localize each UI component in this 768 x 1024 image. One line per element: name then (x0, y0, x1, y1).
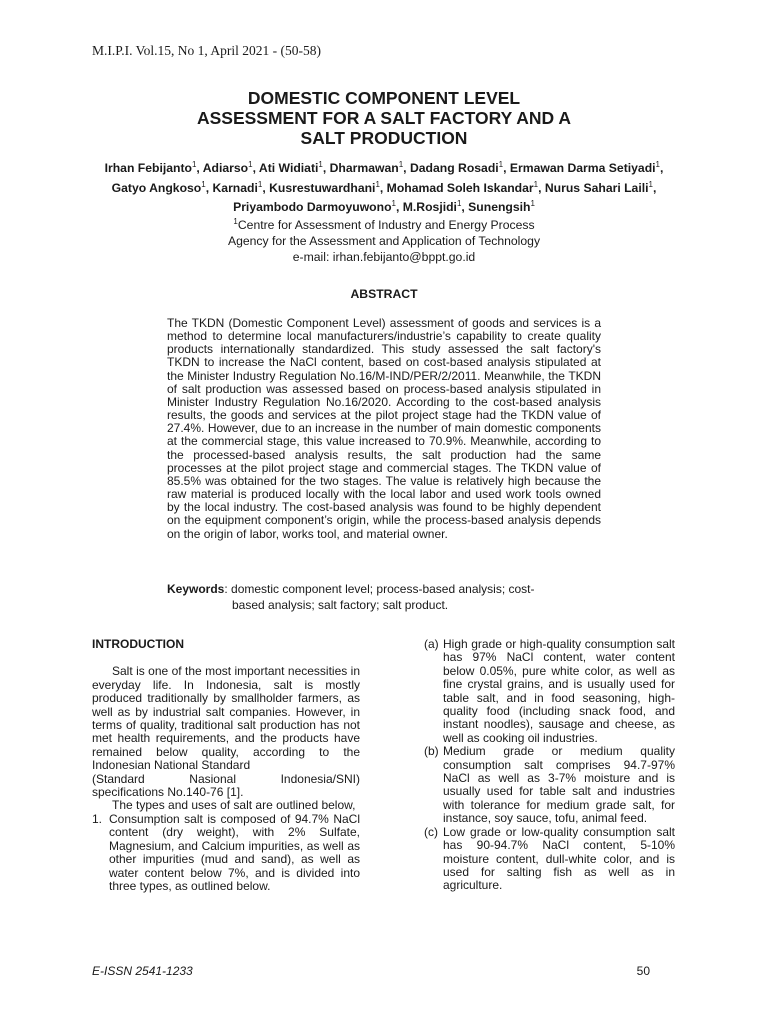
affiliation-line: Agency for the Assessment and Application of Technology (227, 234, 541, 249)
page-number: 50 (636, 964, 650, 978)
author-affiliation-marker: 1 (655, 160, 660, 169)
author-affiliation-marker: 1 (248, 160, 253, 169)
author-affiliation-marker: 1 (648, 179, 653, 189)
author-separator: , (379, 180, 387, 195)
author-separator: , (262, 180, 270, 195)
list-item (424, 745, 675, 825)
intro-word: Indonesia/SNI) (280, 771, 360, 786)
journal-header: M.I.P.I. Vol.15, No 1, April 2021 - (50-58) (92, 43, 322, 58)
list-item (92, 813, 360, 893)
author-affiliation-marker: 1 (375, 179, 380, 189)
author-separator: , (322, 161, 330, 176)
author-separator: , (395, 200, 403, 215)
keywords-block (167, 582, 601, 613)
author-name: Adiarso (202, 161, 249, 176)
author-affiliation-marker: 1 (398, 160, 404, 169)
author-name: M.Rosjidi (402, 200, 457, 215)
list-marker: (b) (424, 744, 439, 759)
intro-paragraph: The types and uses of salt are outlined below, (112, 798, 356, 813)
author-separator: , (196, 161, 203, 176)
keywords-label: Keywords (167, 582, 225, 596)
intro-word: Nasional (189, 771, 236, 786)
author-separator: , (503, 161, 510, 176)
section-heading-introduction: INTRODUCTION (92, 637, 184, 651)
author-affiliation-marker: 1 (318, 160, 323, 169)
author-affiliation-marker: 1 (456, 199, 462, 209)
author-email: e-mail: irhan.febijanto@bppt.go.id (292, 250, 476, 265)
author-affiliation-marker: 1 (498, 160, 504, 169)
author-affiliation-marker: 1 (391, 199, 396, 209)
title-line: ASSESSMENT FOR A SALT FACTORY AND A (196, 108, 571, 128)
author-separator: , (660, 161, 664, 176)
author-separator: , (652, 180, 657, 195)
paper-title (92, 88, 676, 148)
author-separator: , (205, 180, 213, 195)
author-separator: , (461, 200, 469, 215)
left-column (92, 638, 360, 893)
intro-paragraph: Salt is one of the most important necessities in everyday life. In Indonesia, salt is mostly produced traditionally by smallholder farmers, as well as by industrial salt companies. However, in terms of quality, traditional salt production has not met health requirements, and the products have remained below quality, according to the Indonesian National Standard (92, 664, 360, 773)
list-item-text: Medium grade or medium quality consumption salt comprises 94.7-97% NaCl as well as 3-7% moisture and is usually used for table salt and industries with tolerance for medium grade salt, for instance, soy sauce, tofu, animal feed. (443, 744, 675, 826)
author-affiliation-marker: 1 (257, 179, 263, 189)
list-item-text: High grade or high-quality consumption salt has 97% NaCl content, water content below 0.05%, pure white color, as well as fine crystal grains, and is usually used for table salt, and in food seasoning, high-quality food (including snack food, and instant noodles), sausage and cheese, as well as cooking oil industries. (443, 637, 675, 745)
keywords-text: : domestic component level; process-based analysis; cost- (224, 582, 535, 596)
author-list (88, 157, 680, 216)
affiliation-marker: 1 (233, 217, 238, 226)
author-name: Kusrestuwardhani (269, 180, 376, 195)
author-name: Dharmawan (329, 161, 399, 176)
affiliation (92, 214, 676, 265)
author-separator: , (538, 180, 545, 195)
author-affiliation-marker: 1 (201, 179, 206, 189)
list-item-text: Low grade or low-quality consumption salt has 90-94.7% NaCl content, 5-10% moisture content, dull-white color, and is used for salting fish as well as in agriculture. (443, 824, 675, 893)
list-item (424, 638, 675, 745)
author-name: Gatyo Angkoso (111, 180, 202, 195)
author-name: Ati Widiati (258, 161, 319, 176)
title-line: SALT PRODUCTION (300, 128, 468, 148)
footer-issn: E-ISSN 2541-1233 (92, 964, 193, 978)
author-name: Nurus Sahari Laili (544, 180, 649, 195)
title-line: DOMESTIC COMPONENT LEVEL (247, 88, 521, 108)
author-name: Dadang Rosadi (409, 161, 499, 176)
intro-line (92, 773, 360, 786)
list-marker: 1. (92, 811, 103, 826)
author-name: Priyambodo Darmoyuwono (233, 200, 392, 215)
list-marker: (c) (424, 824, 438, 839)
abstract-text: The TKDN (Domestic Component Level) assessment of goods and services is a method to determine local manufacturers/industrie’s capability to create quality products internationally standardized. This study assessed the salt factory's TKDN to increase the NaCl content, based on cost-based analysis stipulated at the Minister Industry Regulation No.16/M-IND/PER/2/2011. Meanwhile, the TKDN of salt production was assessed based on process-based analysis stipulated in Minister Industry Regulation No.16/2020. According to the cost-based analysis results, the goods and services at the pilot project stage had the TKDN value of 27.4%. However, due to an increase in the number of main domestic components at the commercial stage, this value increased to 70.9%. Meanwhile, according to the processed-based analysis results, the salt production had the same processes at the pilot project stage and commercial stages. The TKDN value of 85.5% was obtained for the two stages. The value is relatively high because the raw material is produced locally with the local labor and used work tools owned by the local industry. The cost-based analysis was found to be highly dependent on the equipment component’s origin, while the process-based analysis depends on the origin of labor, works tool, and material owner. (167, 316, 601, 541)
intro-line: specifications No.140-76 [1]. (92, 785, 244, 800)
abstract-heading: ABSTRACT (350, 287, 418, 301)
keywords-text: based analysis; salt factory; salt product. (232, 597, 449, 612)
author-affiliation-marker: 1 (533, 179, 539, 189)
author-separator: , (403, 161, 410, 176)
author-separator: , (252, 161, 259, 176)
list-marker: (a) (424, 637, 439, 651)
author-affiliation-marker: 1 (191, 160, 197, 169)
list-item-text: Consumption salt is composed of 94.7% NaCl content (dry weight), with 2% Sulfate, Magnesium, and Calcium impurities, as well as other impurities (mud and sand), as well as water content below 7%, and is divided into three types, as outlined below. (109, 811, 360, 893)
author-name: Irhan Febijanto (104, 161, 192, 176)
right-column (424, 638, 675, 893)
intro-word: (Standard (92, 771, 145, 786)
list-item (424, 826, 675, 893)
author-name: Karnadi (212, 180, 258, 195)
author-name: Mohamad Soleh Iskandar (386, 180, 534, 195)
author-affiliation-marker: 1 (530, 199, 535, 209)
affiliation-line: Centre for Assessment of Industry and Energy Process (237, 218, 535, 233)
author-name: Ermawan Darma Setiyadi (509, 161, 656, 176)
author-name: Sunengsih (468, 200, 531, 215)
